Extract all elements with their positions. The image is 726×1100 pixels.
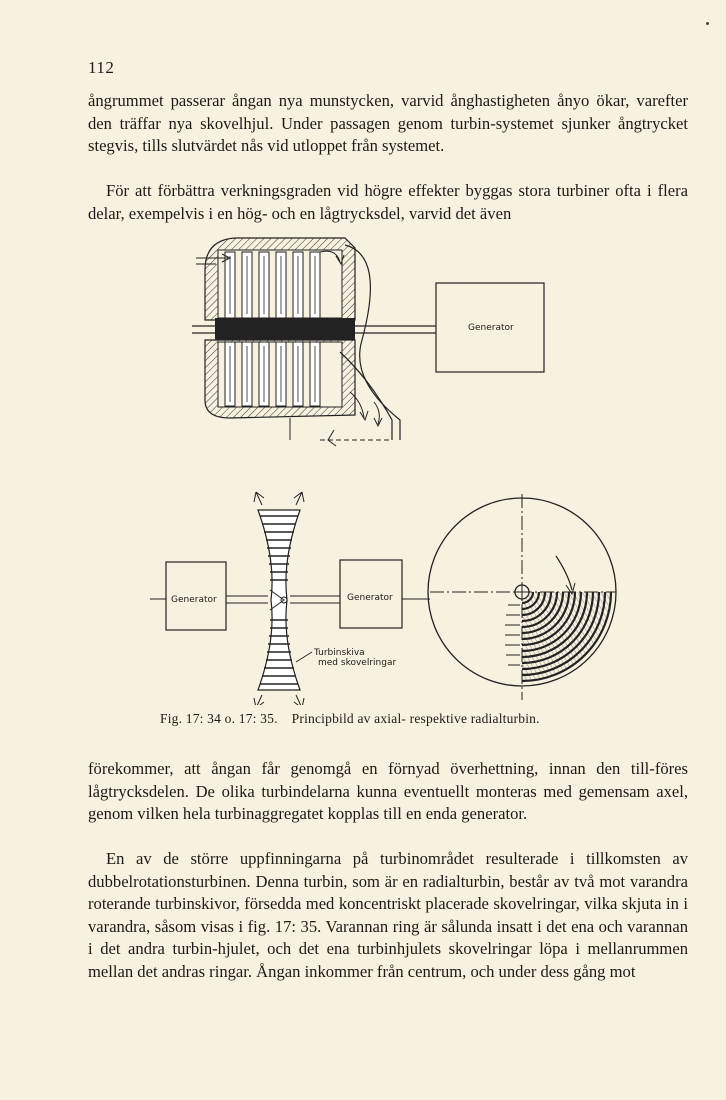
disc-label-line1: Turbinskiva [314,648,365,658]
disc-label-line2: med skovelringar [318,658,397,668]
speck-mark [706,22,709,25]
page-number: 112 [88,58,115,77]
radial-turbine-side-view [150,492,430,705]
figure-caption [160,711,640,727]
paragraph-2: För att förbättra verkningsgraden vid högre effekter byggas stora turbiner ofta i flera delar, exempelvis i en hög- och en lågtrycksdel, varvid det även [88,181,688,223]
axial-generator-label: Generator [468,323,514,333]
turbine-figure [0,225,726,705]
caption-fig-ref: Fig. 17: 34 o. 17: 35. [160,711,278,726]
caption-text: Principbild av axial- respektive radialturbin. [291,711,540,726]
radial-turbine-front-view [428,494,616,700]
turbine-disc [258,510,300,690]
paragraph-1: ångrummet passerar ångan nya munstycken, varvid ånghastigheten ånyo ökar, varefter den träffar nya skovelhjul. Under passagen genom turbin-systemet sjunker ångtrycket stegvis, tills slutvärdet nås vid utloppet från systemet. [88,91,688,156]
paragraph-3: förekommer, att ångan får genomgå en förnyad överhettning, innan den till-föres lågtrycksdelen. De olika turbindelarna kunna eventuellt monteras med gemensam axel, genom vilken hela turbinaggregatet kopplas till en enda generator. [88,759,688,824]
axial-turbine-diagram [192,238,544,446]
paragraph-4: En av de större uppfinningarna på turbinområdet resulterade i tillkomsten av dubbelrotationsturbinen. Denna turbin, som är en radialturbin, består av två mot varandra roterande turbinskivor, försedda med koncentriskt placerade skovelringar, vilka skjuta in i varandra, såsom visas i fig. 17: 35. Varannan ring är sålunda insatt i det ena och varannan i det andra turbin-hjulet, och det ena turbinhjulets skovelringar löpa i mellanrummen mellan det andras ringar. Ångan inkommer från centrum, och under dess gång mot [88,849,688,981]
rotor-hub [215,318,355,340]
radial-generator-left-label: Generator [171,595,217,605]
radial-generator-right-label: Generator [347,593,393,603]
